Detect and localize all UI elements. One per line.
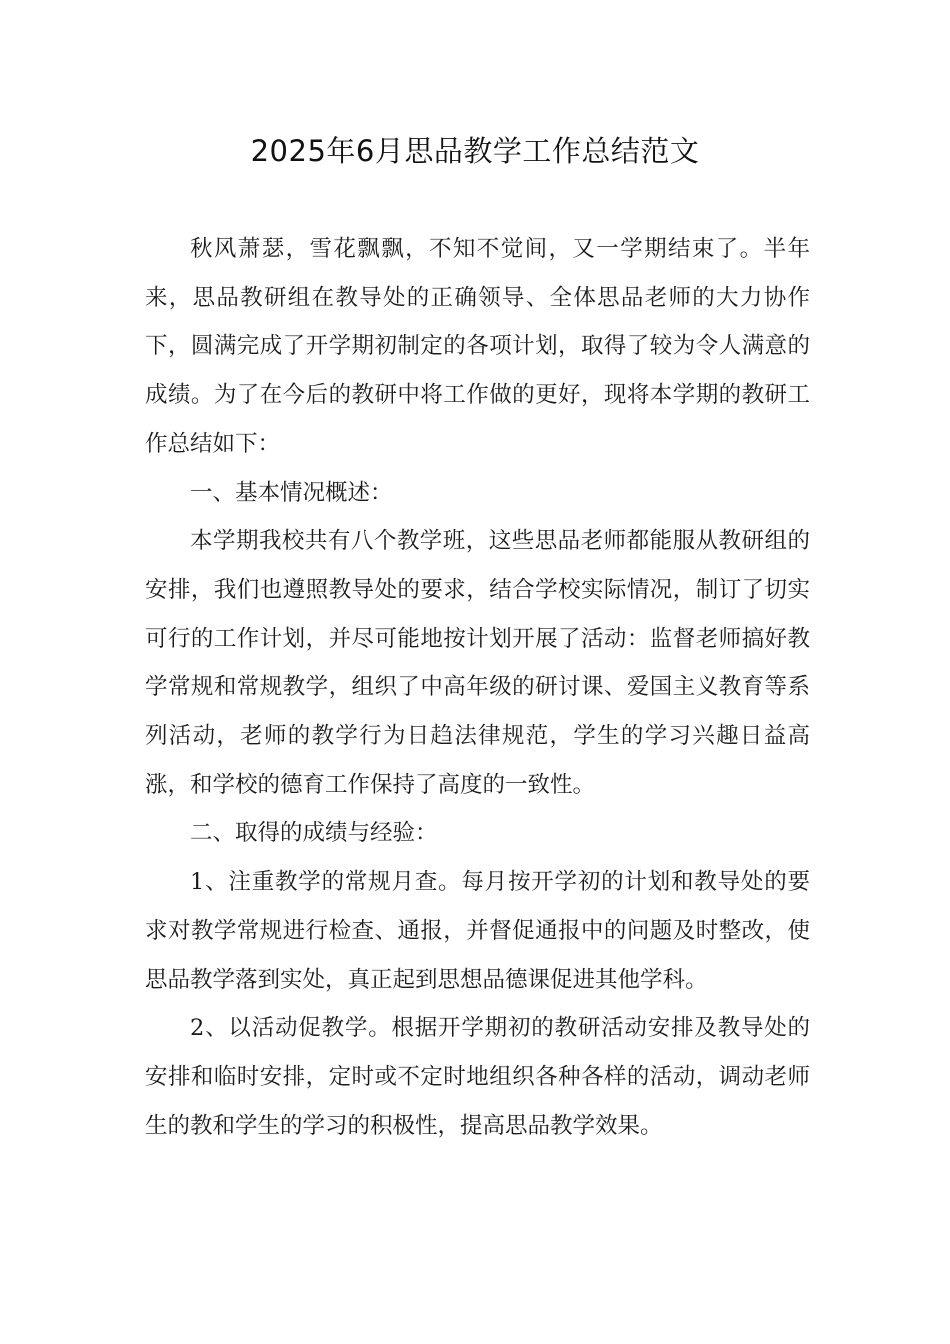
document-body [145,225,810,1150]
document-title: 2025年6月思品教学工作总结范文 [250,134,700,168]
section-heading-achievements: 二、取得的成绩与经验： [190,820,438,847]
paragraph-item-1: 1、注重教学的常规月查。每月按开学初的计划和教导处的要求对教学常规进行检查、通报，并督促通报中的问题及时整改，使思品教学落到实处，真正起到思想品德课促进其他学科。 [145,869,810,993]
section-heading-overview: 一、基本情况概述： [190,479,393,506]
paragraph-item-2: 2、以活动促教学。根据开学期初的教研活动安排及教导处的安排和临时安排，定时或不定时地组织各种各样的活动，调动老师生的教和学生的学习的积极性，提高思品教学效果。 [145,1015,810,1139]
paragraph-intro: 秋风萧瑟，雪花飘飘，不知不觉间，又一学期结束了。半年来，思品教研组在教导处的正确领导、全体思品老师的大力协作下，圆满完成了开学期初制定的各项计划，取得了较为令人满意的成绩。为了在今后的教研中将工作做的更好，现将本学期的教研工作总结如下： [145,236,810,457]
paragraph-overview: 本学期我校共有八个教学班，这些思品老师都能服从教研组的安排，我们也遵照教导处的要求，结合学校实际情况，制订了切实可行的工作计划，并尽可能地按计划开展了活动：监督老师搞好教学常规和常规教学，组织了中高年级的研讨课、爱国主义教育等系列活动，老师的教学行为日趋法律规范，学生的学习兴趣日益高涨，和学校的德育工作保持了高度的一致性。 [145,528,810,798]
